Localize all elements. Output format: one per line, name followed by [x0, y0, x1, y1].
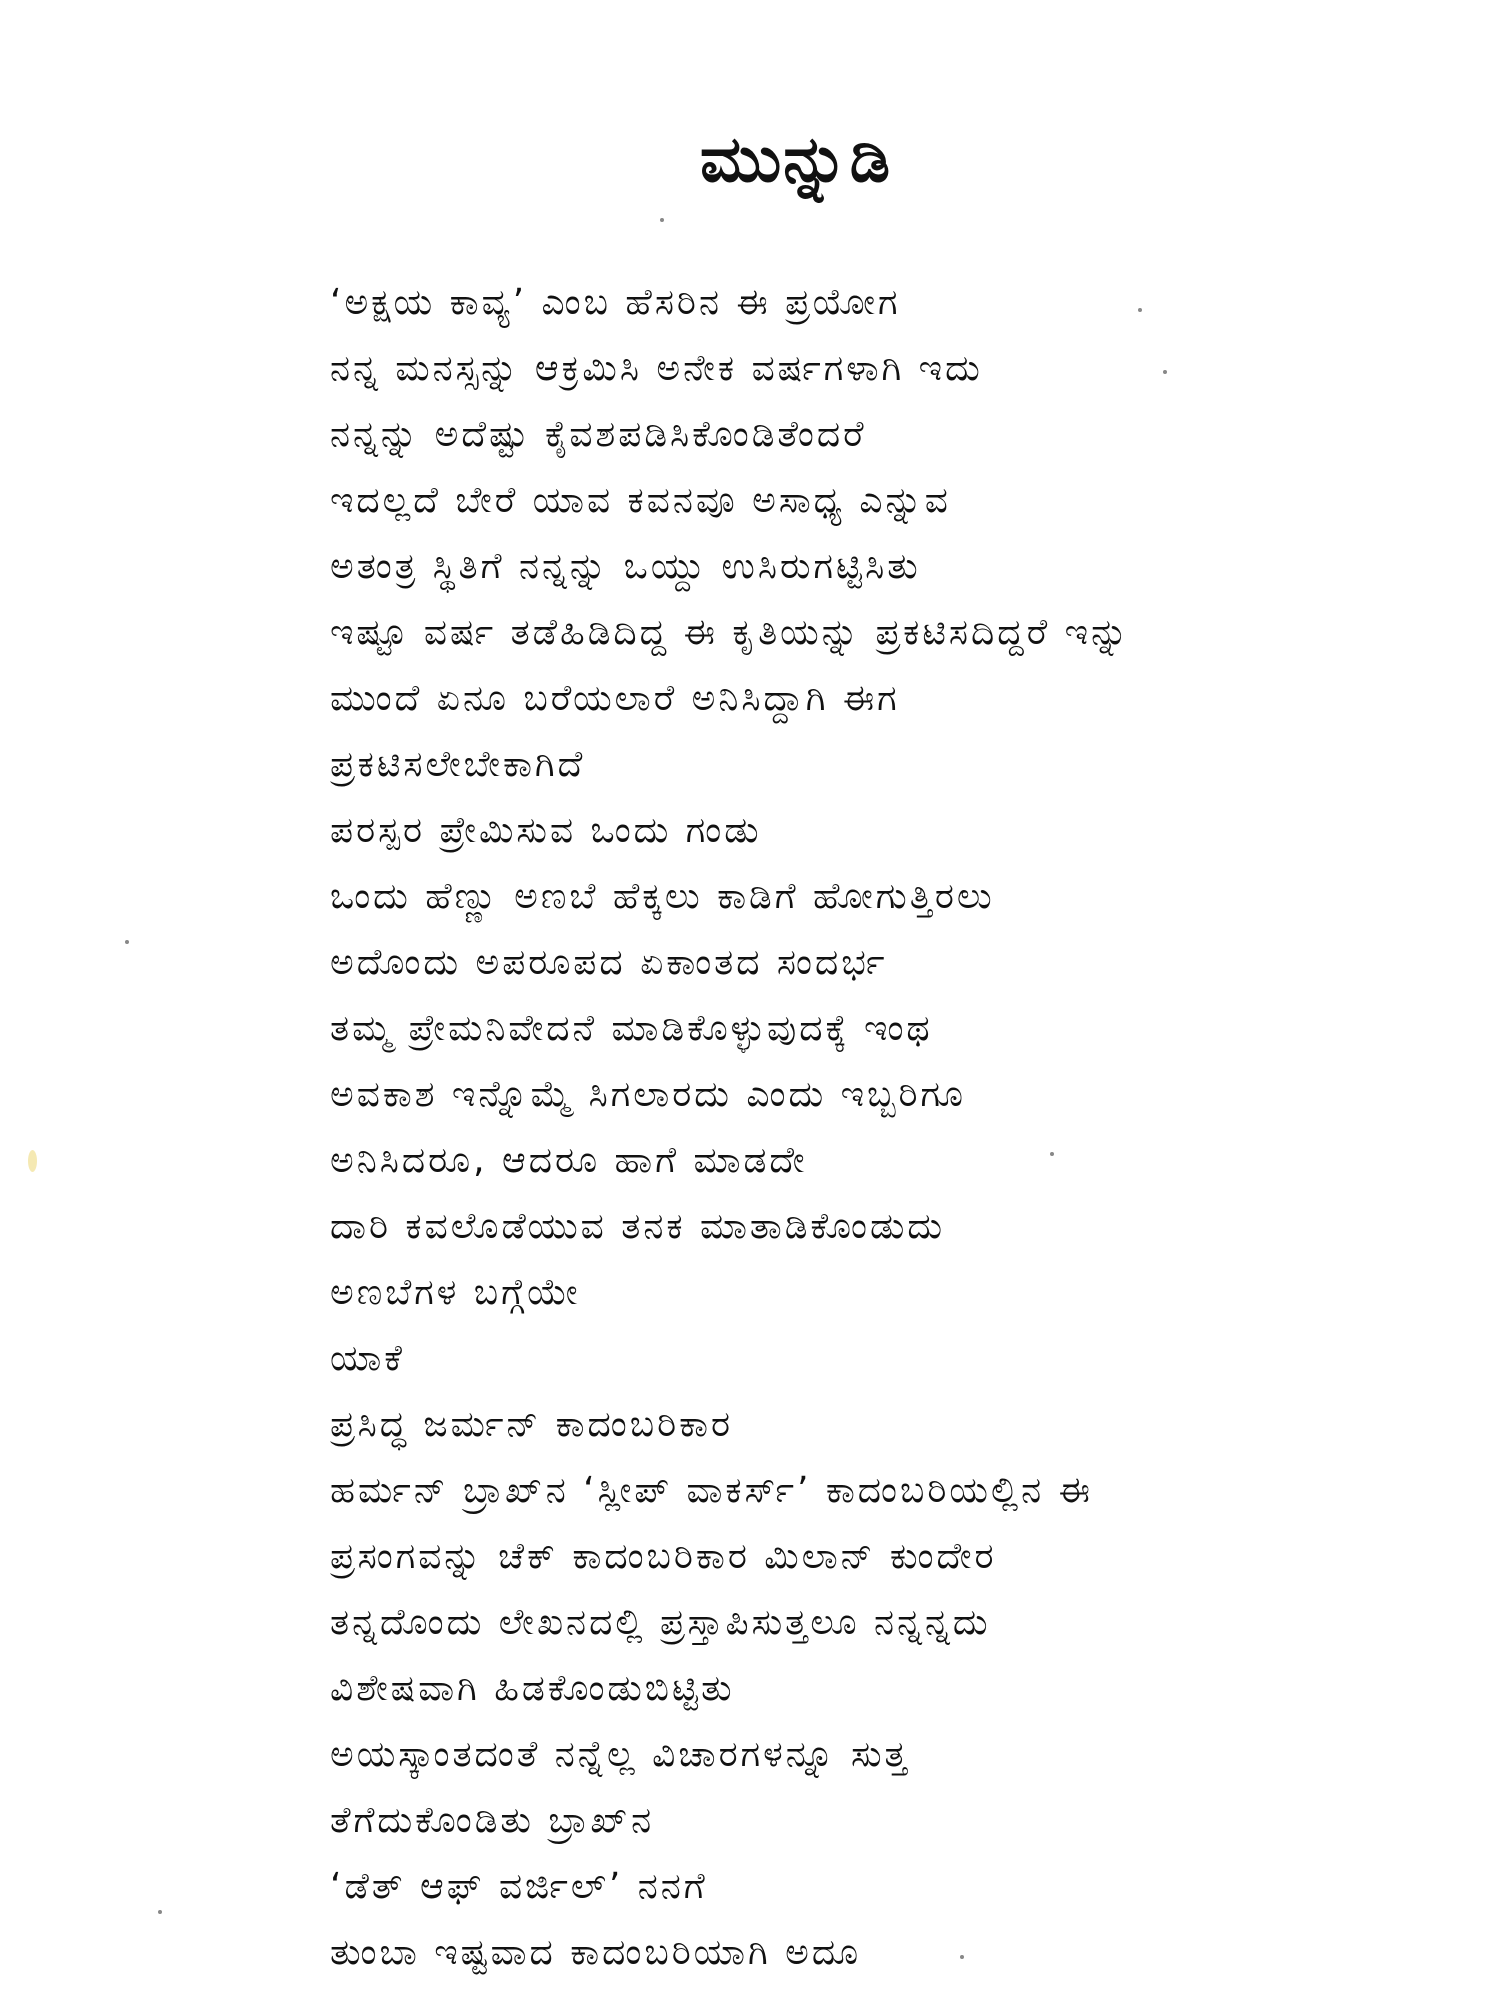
text-line: ಮುಂದೆ ಏನೂ ಬರೆಯಲಾರೆ ಅನಿಸಿದ್ದಾಗಿ ಈಗ: [330, 678, 900, 719]
text-line: ಅಣಬೆಗಳ ಬಗ್ಗೆಯೇ: [330, 1272, 581, 1313]
text-line: ದಾರಿ ಕವಲೊಡೆಯುವ ತನಕ ಮಾತಾಡಿಕೊಂಡುದು: [330, 1206, 946, 1247]
paper-speck: [158, 1910, 162, 1914]
text-line: ಯಾಕೆ: [330, 1338, 405, 1379]
text-line: ಪರಸ್ಪರ ಪ್ರೇಮಿಸುವ ಒಂದು ಗಂಡು: [330, 810, 762, 851]
text-line: ತಮ್ಮ ಪ್ರೇಮನಿವೇದನೆ ಮಾಡಿಕೊಳ್ಳುವುದಕ್ಕೆ ಇಂಥ: [330, 1008, 933, 1049]
text-line: ಅವಕಾಶ ಇನ್ನೊಮ್ಮೆ ಸಿಗಲಾರದು ಎಂದು ಇಬ್ಬರಿಗೂ: [330, 1074, 966, 1115]
text-line: ಇದಲ್ಲದೆ ಬೇರೆ ಯಾವ ಕವನವೂ ಅಸಾಧ್ಯ ಎನ್ನುವ: [330, 480, 951, 521]
text-line: ಪ್ರಸಿದ್ಧ ಜರ್ಮನ್ ಕಾದಂಬರಿಕಾರ: [330, 1404, 734, 1445]
page-title: ಮುನ್ನುಡಿ: [700, 123, 893, 197]
text-line: ನನ್ನನ್ನು ಅದೆಷ್ಟು ಕೈವಶಪಡಿಸಿಕೊಂಡಿತೆಂದರೆ: [330, 414, 867, 455]
text-line: ಪ್ರಕಟಿಸಲೇಬೇಕಾಗಿದೆ: [330, 744, 586, 785]
text-line: ‘ಡೆತ್ ಆಫ್ ವರ್ಜಿಲ್’ ನನಗೆ: [330, 1866, 708, 1907]
text-line: ಅದೊಂದು ಅಪರೂಪದ ಏಕಾಂತದ ಸಂದರ್ಭ: [330, 942, 888, 983]
paper-speck: [125, 940, 129, 944]
text-line: ವಿಶೇಷವಾಗಿ ಹಿಡಕೊಂಡುಬಿಟ್ಟಿತು: [330, 1668, 735, 1709]
text-line: ಇಷ್ಟೂ ವರ್ಷ ತಡೆಹಿಡಿದಿದ್ದ ಈ ಕೃತಿಯನ್ನು ಪ್ರಕಟಿಸದಿದ್ದರೆ ಇನ್ನು: [330, 612, 1131, 653]
poem-body: [330, 270, 1450, 1986]
text-line: ಒಂದು ಹೆಣ್ಣು ಅಣಬೆ ಹೆಕ್ಕಲು ಕಾಡಿಗೆ ಹೋಗುತ್ತಿರಲು: [330, 876, 995, 917]
paper-speck: [660, 218, 664, 222]
text-line: ಹರ್ಮನ್ ಬ್ರಾಖ್‌ನ ‘ಸ್ಲೀಪ್ ವಾಕರ್ಸ್’ ಕಾದಂಬರಿಯಲ್ಲಿನ ಈ: [330, 1470, 1093, 1511]
text-line: ನನ್ನ ಮನಸ್ಸನ್ನು ಆಕ್ರಮಿಸಿ ಅನೇಕ ವರ್ಷಗಳಾಗಿ ಇದು: [330, 348, 983, 389]
text-line: ‘ಅಕ್ಷಯ ಕಾವ್ಯ’ ಎಂಬ ಹೆಸರಿನ ಈ ಪ್ರಯೋಗ: [330, 282, 901, 323]
paper-stain: [28, 1150, 37, 1172]
text-line: ಪ್ರಸಂಗವನ್ನು ಚೆಕ್ ಕಾದಂಬರಿಕಾರ ಮಿಲಾನ್ ಕುಂದೇರ: [330, 1536, 997, 1577]
text-line: ಅಯಸ್ಕಾಂತದಂತೆ ನನ್ನೆಲ್ಲ ವಿಚಾರಗಳನ್ನೂ ಸುತ್ತ: [330, 1734, 910, 1775]
text-line: ತೆಗೆದುಕೊಂಡಿತು ಬ್ರಾಖ್‌ನ: [330, 1800, 655, 1841]
text-line: ಅತಂತ್ರ ಸ್ಥಿತಿಗೆ ನನ್ನನ್ನು ಒಯ್ದು ಉಸಿರುಗಟ್ಟಿಸಿತು: [330, 546, 921, 587]
text-line: ಅನಿಸಿದರೂ, ಆದರೂ ಹಾಗೆ ಮಾಡದೇ: [330, 1140, 808, 1181]
text-line: ತನ್ನದೊಂದು ಲೇಖನದಲ್ಲಿ ಪ್ರಸ್ತಾಪಿಸುತ್ತಲೂ ನನ್ನನ್ನದು: [330, 1602, 991, 1643]
text-line: ತುಂಬಾ ಇಷ್ಟವಾದ ಕಾದಂಬರಿಯಾಗಿ ಅದೂ: [330, 1932, 862, 1973]
